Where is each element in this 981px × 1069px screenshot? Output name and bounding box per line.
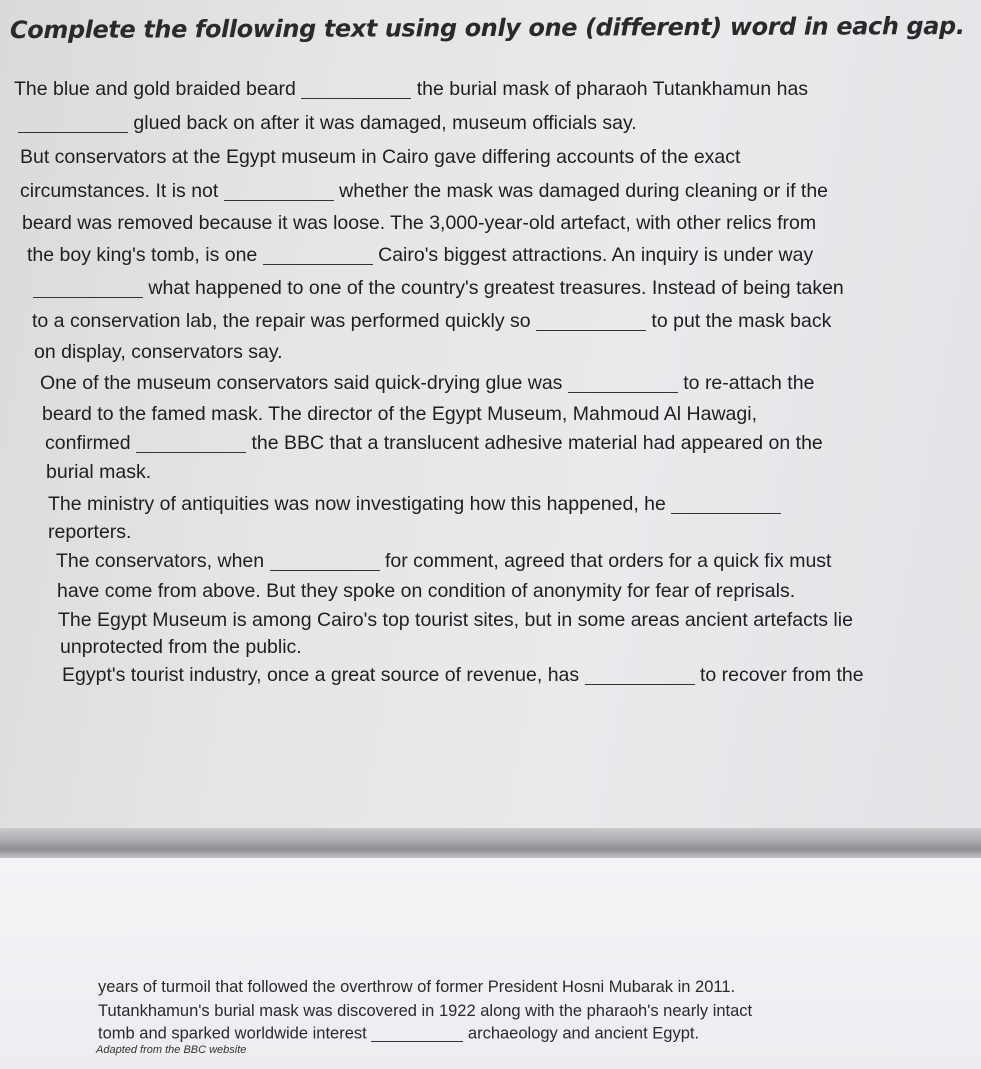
text-segment: for comment, agreed that orders for a quick fix must: [379, 550, 832, 572]
text-line: [14, 78, 808, 101]
text-segment: The Egypt Museum is among Cairo's top tourist sites, but in some areas ancient artefacts lie: [58, 609, 853, 631]
text-line: [62, 664, 864, 687]
text-segment: burial mask.: [46, 461, 152, 483]
text-segment: unprotected from the public.: [60, 636, 302, 658]
text-segment: the boy king's tomb, is one: [27, 244, 263, 266]
text-segment: Tutankhamun's burial mask was discovered in 1922 along with the pharaoh's nearly intact: [98, 1002, 753, 1020]
text-segment: whether the mask was damaged during cleaning or if the: [333, 180, 829, 202]
text-segment: confirmed: [45, 432, 137, 454]
text-line: [56, 550, 831, 573]
text-segment: to put the mask back: [646, 310, 832, 332]
answer-gap[interactable]: [270, 550, 380, 571]
text-segment: glued back on after it was damaged, museum officials say.: [128, 112, 637, 134]
text-segment: have come from above. But they spoke on condition of anonymity for fear of reprisals.: [57, 580, 796, 602]
text-segment: reporters.: [48, 521, 132, 543]
page-fold-shadow: [0, 828, 981, 858]
text-segment: the BBC that a translucent adhesive material had appeared on the: [246, 432, 823, 454]
answer-gap[interactable]: [568, 372, 678, 393]
text-line: [58, 609, 853, 632]
text-line: [42, 403, 757, 426]
source-credit: Adapted from the BBC website: [96, 1044, 247, 1056]
answer-gap[interactable]: [263, 244, 373, 265]
text-line: [32, 310, 831, 333]
text-line: [22, 212, 816, 235]
text-line: [27, 244, 813, 267]
text-segment: on display, conservators say.: [34, 341, 283, 363]
answer-gap[interactable]: [536, 310, 646, 331]
answer-gap[interactable]: [18, 112, 128, 133]
answer-gap[interactable]: [301, 78, 411, 99]
text-segment: archaeology and ancient Egypt.: [463, 1024, 700, 1043]
text-segment: Cairo's biggest attractions. An inquiry is under way: [372, 244, 814, 266]
text-segment: to a conservation lab, the repair was performed quickly so: [32, 310, 537, 332]
text-segment: to re-attach the: [677, 372, 815, 394]
text-segment: The conservators, when: [56, 550, 270, 572]
text-line: [98, 1024, 699, 1044]
text-line: [20, 146, 740, 169]
answer-gap[interactable]: [585, 664, 695, 685]
answer-gap[interactable]: [371, 1024, 463, 1042]
answer-gap[interactable]: [33, 277, 143, 298]
answer-gap[interactable]: [136, 432, 246, 453]
text-segment: years of turmoil that followed the overthrow of former President Hosni Mubarak in 2011.: [98, 978, 736, 996]
instruction-heading: Complete the following text using only one (different) word in each gap.: [9, 11, 965, 45]
text-line: [57, 580, 795, 603]
text-line: [46, 461, 151, 484]
text-line: [18, 112, 637, 135]
text-line: [60, 636, 302, 659]
text-segment: the burial mask of pharaoh Tutankhamun has: [411, 78, 809, 100]
answer-gap[interactable]: [224, 180, 334, 201]
text-segment: beard to the famed mask. The director of the Egypt Museum, Mahmoud Al Hawagi,: [42, 403, 757, 425]
text-line: [33, 277, 844, 300]
text-line: [98, 978, 735, 997]
text-line: [34, 341, 283, 364]
answer-gap[interactable]: [671, 493, 781, 514]
text-line: [48, 493, 781, 516]
text-segment: tomb and sparked worldwide interest: [98, 1024, 372, 1043]
text-line: [48, 521, 131, 544]
text-segment: But conservators at the Egypt museum in Cairo gave differing accounts of the exact: [20, 146, 741, 168]
text-segment: The blue and gold braided beard: [14, 78, 302, 100]
text-line: [20, 180, 828, 203]
text-line: [40, 372, 814, 395]
text-segment: circumstances. It is not: [20, 180, 224, 202]
text-segment: what happened to one of the country's greatest treasures. Instead of being taken: [143, 277, 844, 299]
text-line: [98, 1002, 752, 1021]
text-line: [45, 432, 823, 455]
text-segment: One of the museum conservators said quick-drying glue was: [40, 372, 568, 394]
text-segment: beard was removed because it was loose. The 3,000-year-old artefact, with other relics from: [22, 212, 817, 234]
text-segment: The ministry of antiquities was now investigating how this happened, he: [48, 493, 672, 515]
text-segment: to recover from the: [694, 664, 864, 686]
text-segment: Egypt's tourist industry, once a great source of revenue, has: [62, 664, 585, 686]
